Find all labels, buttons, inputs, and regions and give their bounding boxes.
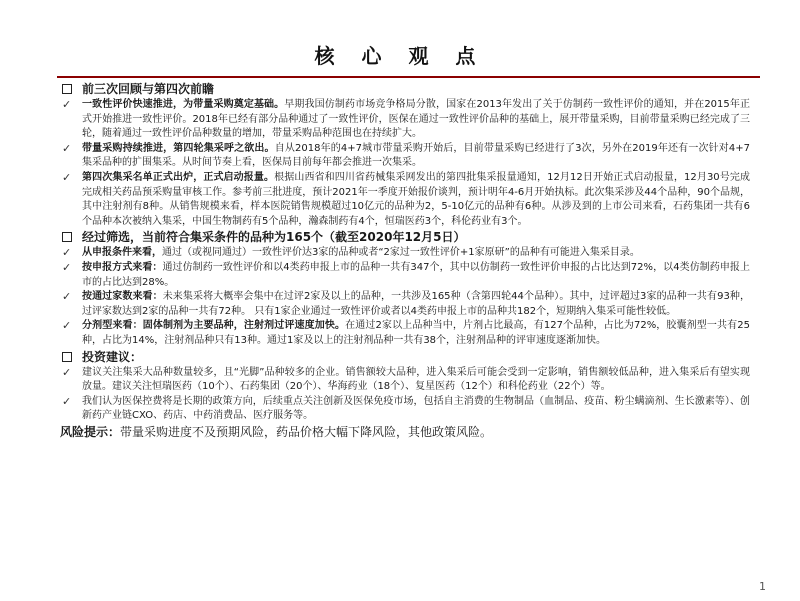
checkmark-icon: ✓	[62, 260, 72, 274]
checkmark-icon: ✓	[62, 141, 72, 155]
risk-warning: 风险提示：带量采购进度不及预期风险，药品价格大幅下降风险，其他政策风险。	[60, 424, 493, 439]
list-item: ✓ 按通过家数来看：未来集采将大概率会集中在过评2家及以上的品种，一共涉及165种（含第四轮44个品种）。其中，过评超过3家的品种一共有93种，过评家数达到2家的品种一共有72种。 只有1家企业通过一致性评价或者以4类药申报上市的品种共182个，短期纳入集采可能性较低。	[62, 290, 751, 317]
list-item: ✓ 带量采购持续推进，第四轮集采呼之欲出。自从2018年的4+7城市带量采购开始后，目前带量采购已经进行了3次，另外在2019年还有一次针对4+7集采品种的扩围集采。从时间节奏上看，医保局目前每年都会推进一次集采。	[62, 141, 751, 169]
checkmark-icon: ✓	[62, 170, 72, 184]
page-title: 核 心 观 点	[314, 44, 486, 68]
list-item: ✓ 建议关注集采大品种数量较多，且“光脚”品种较多的企业。销售额较大品种，进入集采后可能会受到一定影响，销售额较低品种，进入集采后有望实现放量。建议关注恒瑞医药（10个）、石药集团（20个）、华海药业（18个）、复星医药（12个）和科伦药业（22个）等。	[62, 365, 750, 393]
page-number: 1	[759, 580, 766, 593]
list-item: ✓ 从申报条件来看，通过（或视同通过）一致性评价达3家的品种或者“2家过一致性评价+1家原研”的品种有可能进入集采目录。	[62, 246, 640, 260]
checkmark-icon: ✓	[62, 246, 72, 260]
section-heading: 投资建议：	[60, 349, 750, 366]
title-divider	[57, 76, 760, 78]
list-item: ✓ 我们认为医保控费将是长期的政策方向，后续重点关注创新及医保免疫市场，包括自主消费的生物制品（血制品、疫苗、粉尘螨滴剂、生长激素等）、创新药产业链CXO、药店、中药消费品、医疗服务等。	[62, 394, 750, 422]
list-item: ✓ 第四次集采名单正式出炉，正式启动报量。根据山西省和四川省药械集采网发出的第四批集采报量通知，12月12日开始正式启动报量，12月30号完成完成相关药品预采购量审核工作。参考前三批进度，预计2021年一季度开始报价谈判，预计明年4-6月开始执标。此次集采涉及44个品种，90个品规，其中注射剂有8种。从销售规模来看，样本医院销售规模超过10亿元的品种为2，5-10亿元的品种有6种。从涉及到的上市公司来看，石药集团一共有6个品种本次被纳入集采，中国生物制药有5个品种，瀚森制药有4个，恒瑞医药3个，科伦药业有3个。	[62, 170, 750, 227]
list-item: ✓ 分剂型来看：固体制剂为主要品种，注射剂过评速度加快。在通过2家以上品种当中，片剂占比最高，有127个品种，占比为72%，胶囊剂型一共有25种，占比为14%，注射剂品种只有13种。通过1家及以上的注射剂品种一共有38个，注射剂品种的评审速度逐渐加快。	[62, 319, 751, 346]
checkmark-icon: ✓	[62, 394, 72, 408]
square-bullet-icon	[62, 232, 72, 242]
square-bullet-icon	[62, 84, 72, 94]
section-heading: 经过筛选，当前符合集采条件的品种为165个（截至2020年12月5日）	[60, 229, 750, 246]
checkmark-icon: ✓	[62, 319, 72, 333]
checkmark-icon: ✓	[62, 290, 72, 304]
checkmark-icon: ✓	[62, 365, 72, 379]
square-bullet-icon	[62, 352, 72, 362]
checkmark-icon: ✓	[62, 98, 72, 111]
section-heading: 前三次回顾与第四次前瞻	[60, 81, 750, 98]
content-body	[60, 81, 750, 441]
list-item: ✓ 按申报方式来看：通过仿制药一致性评价和以4类药申报上市的品种一共有347个，其中以仿制药一致性评价申报的占比达到72%，以4类仿制药申报上市的占比达到28%。	[62, 260, 750, 288]
list-item: ✓ 一致性评价快速推进，为带量采购奠定基础。早期我国仿制药市场竞争格局分散，国家在2013年发出了关于仿制药一致性评价的通知，并在2015年正式开始推进一致性评价。2018年已经有部分品种通过了一致性评价，医保在通过一致性评价品种的基础上，展开带量采购，目前带量采购已经完成了三轮，随着通过一致性评价品种数量的增加，带量采购品种范围也在持续扩大。	[62, 98, 751, 140]
